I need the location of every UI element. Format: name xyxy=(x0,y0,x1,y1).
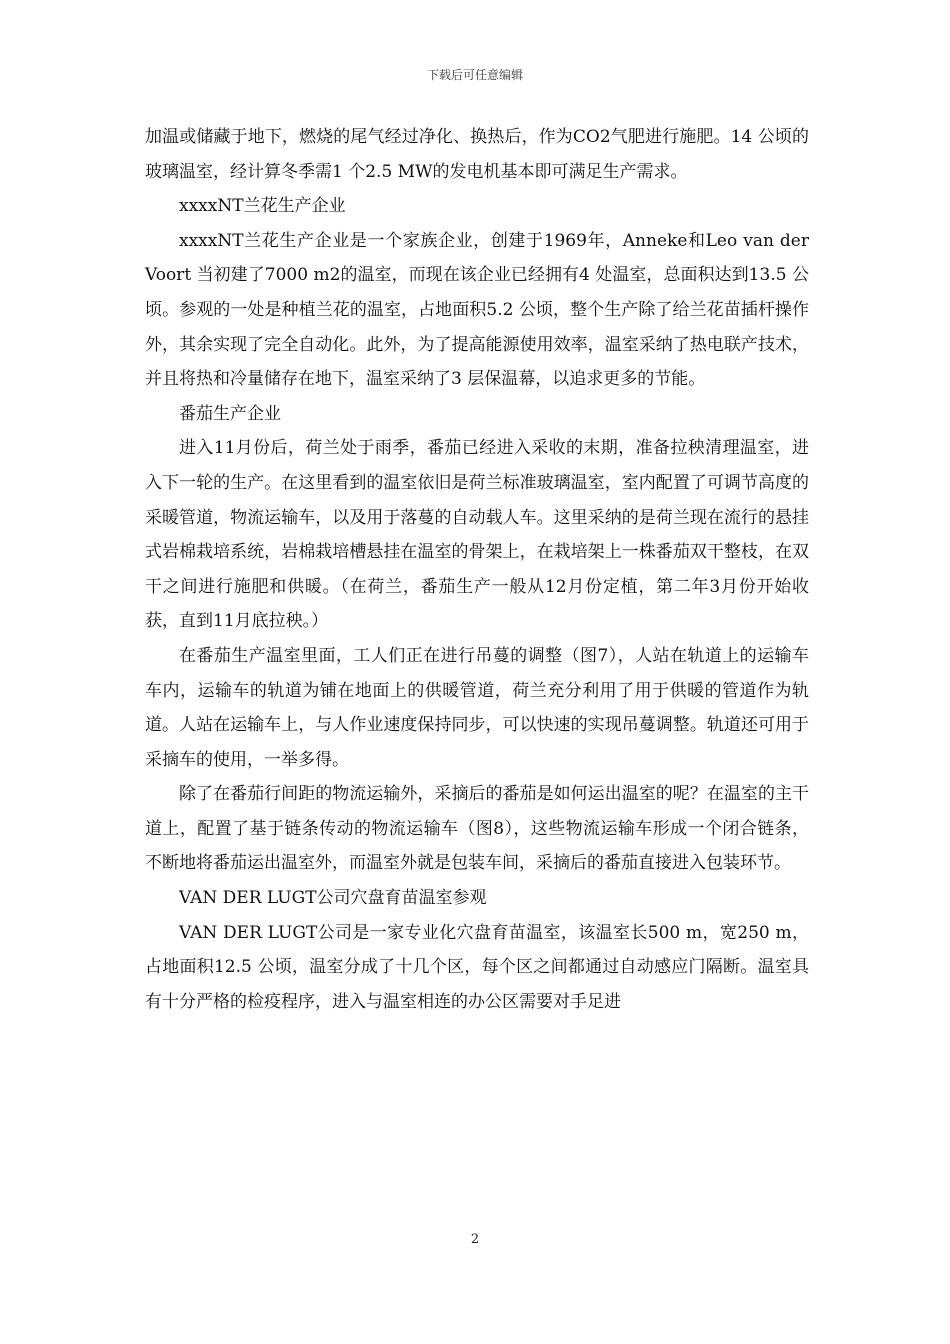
paragraph-orchid-company: xxxxNT兰花生产企业是一个家族企业，创建于1969年，Anneke和Leo van der Voort 当初建了7000 m2的温室，而现在该企业已经拥有4 处温室，总面积达到13.5 公顷。参观的一处是种植兰花的温室，占地面积5.2 公顷，整个生产除了给兰花苗插杆操作外，其余实现了完全自动化。此外，为了提高能源使用效率，温室采纳了热电联产技术，并且将热和冷量储存在地下，温室采纳了3 层保温幕，以追求更多的节能。 xyxy=(145,230,809,390)
page-number: 2 xyxy=(470,1232,480,1247)
paragraph-logistics: 除了在番茄行间距的物流运输外，采摘后的番茄是如何运出温室的呢？在温室的主干道上，配置了基于链条传动的物流运输车（图8），这些物流运输车形成一个闭合链条，不断地将番茄运出温室外，而温室外就是包装车间，采摘后的番茄直接进入包装环节。 xyxy=(145,784,809,874)
paragraph-vine-adjustment: 在番茄生产温室里面，工人们正在进行吊蔓的调整（图7），人站在轨道上的运输车车内，运输车的轨道为铺在地面上的供暖管道，荷兰充分利用了用于供暖的管道作为轨道。人站在运输车上，与人作业速度保持同步，可以快速的实现吊蔓调整。轨道还可用于采摘车的使用，一举多得。 xyxy=(145,645,809,770)
heading-van-der-lugt: VAN DER LUGT公司穴盘育苗温室参观 xyxy=(179,888,487,909)
heading-orchid-company: xxxxNT兰花生产企业 xyxy=(179,196,346,217)
paragraph-continuation: 加温或储藏于地下，燃烧的尾气经过净化、换热后，作为CO2气肥进行施肥。14 公顷的玻璃温室，经计算冬季需1 个2.5 MW的发电机基本即可满足生产需求。 xyxy=(145,127,809,182)
document-body xyxy=(145,120,809,1019)
heading-tomato-company: 番茄生产企业 xyxy=(179,403,281,424)
page-header: 下载后可任意编辑 xyxy=(426,68,523,82)
paragraph-van-der-lugt: VAN DER LUGT公司是一家专业化穴盘育苗温室，该温室长500 m，宽250 m，占地面积12.5 公顷，温室分成了十几个区，每个区之间都通过自动感应门隔断。温室具有十分严格的检疫程序，进入与温室相连的办公区需要对手足进 xyxy=(145,922,809,1012)
paragraph-tomato-season: 进入11月份后，荷兰处于雨季，番茄已经进入采收的末期，准备拉秧清理温室，进入下一轮的生产。在这里看到的温室依旧是荷兰标准玻璃温室，室内配置了可调节高度的采暖管道，物流运输车，以及用于落蔓的自动载人车。这里采纳的是荷兰现在流行的悬挂式岩棉栽培系统，岩棉栽培槽悬挂在温室的骨架上，在栽培架上一株番茄双干整枝，在双干之间进行施肥和供暖。（在荷兰，番茄生产一般从12月份定植，第二年3月份开始收获，直到11月底拉秧。） xyxy=(145,438,809,632)
